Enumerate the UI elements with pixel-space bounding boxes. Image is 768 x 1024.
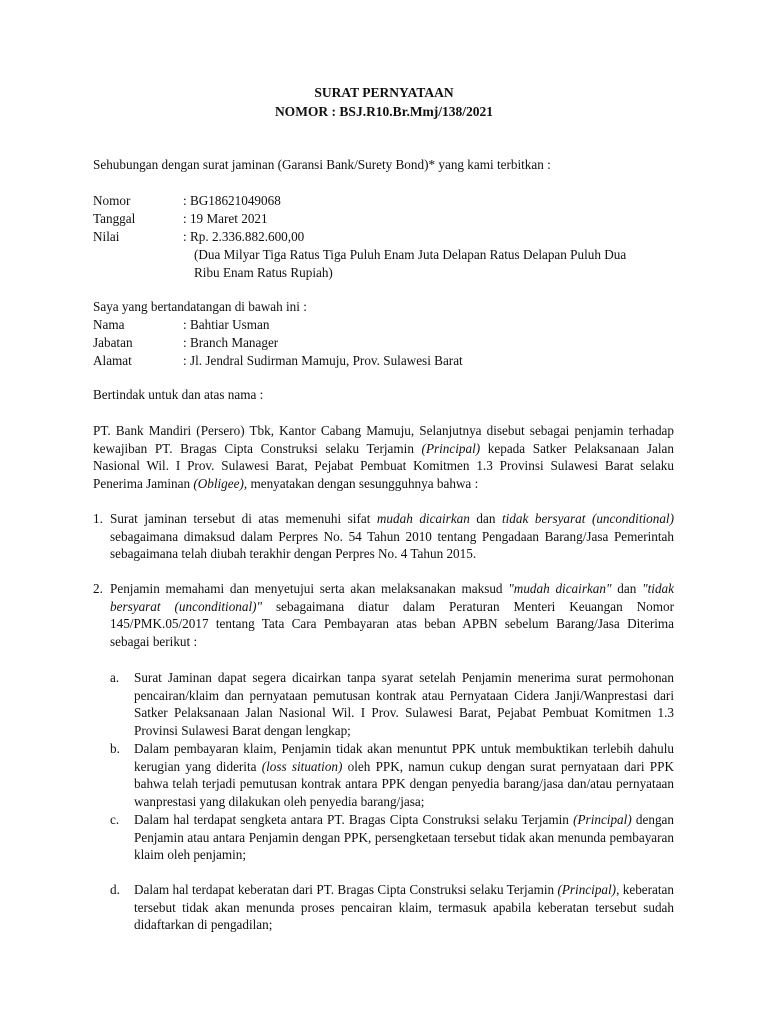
party-obligee: (Obligee) — [193, 475, 244, 491]
nama-row — [93, 316, 683, 334]
nilai-words-row-2 — [93, 264, 683, 282]
nomor-value: : BG18621049068 — [183, 193, 281, 208]
party-text-1: PT. Bank Mandiri (Persero) Tbk, Kantor Cabang Mamuju, Selanjutnya disebut sebagai penjamin terhadap kewajiban PT. Bragas Cipta Construksi selaku Terjamin — [93, 423, 674, 456]
item-2-part-3: sebagaimana diatur dalam Peraturan Menteri Keuangan Nomor 145/PMK.05/2017 tentang Tata Cara Pembayaran atas beban APBN sebelum Barang/Jasa Diterima sebagai berikut : — [110, 598, 674, 649]
document-number: NOMOR : BSJ.R10.Br.Mmj/138/2021 — [274, 104, 494, 119]
signer-intro: Saya yang bertandatangan di bawah ini : — [93, 299, 307, 314]
sub-b-italic: (loss situation) — [261, 758, 343, 774]
nilai-label: Nilai — [93, 229, 120, 244]
intro-paragraph: Sehubungan dengan surat jaminan (Garansi Bank/Surety Bond)* yang kami terbitkan : — [93, 157, 551, 172]
nomor-row — [93, 192, 683, 210]
sub-c-letter: c. — [110, 812, 120, 827]
jabatan-value: : Branch Manager — [183, 335, 279, 350]
item-2-number: 2. — [93, 581, 103, 596]
acting-on-behalf: Bertindak untuk dan atas nama : — [93, 387, 264, 402]
item-1-italic-1: mudah dicairkan — [376, 511, 470, 526]
alamat-label: Alamat — [93, 353, 132, 368]
item-1-italic-2: tidak bersyarat (unconditional) — [501, 511, 674, 526]
sub-b-text — [134, 740, 674, 810]
sub-d-italic: (Principal) — [557, 882, 617, 897]
sub-d-text — [134, 881, 674, 934]
item-1-text — [110, 510, 674, 563]
alamat-row — [93, 352, 683, 370]
item-1-number: 1. — [93, 511, 103, 526]
tanggal-value: : 19 Maret 2021 — [183, 211, 268, 226]
sub-b-letter: b. — [110, 741, 120, 756]
sub-c-part-1: Dalam hal terdapat sengketa antara PT. Bragas Cipta Construksi selaku Terjamin — [134, 812, 574, 827]
item-2-italic-2: "tidak bersyarat (unconditional)" — [110, 581, 674, 614]
party-text-3: , menyatakan dengan sesungguhnya bahwa : — [243, 475, 479, 491]
party-paragraph — [93, 422, 674, 492]
item-2-text — [110, 580, 674, 650]
item-2-part-1: Penjamin memahami dan menyetujui serta akan melaksanakan maksud — [110, 581, 509, 596]
jabatan-label: Jabatan — [93, 335, 133, 350]
sub-a-letter: a. — [110, 670, 120, 685]
item-1-part-3: sebagaimana dimaksud dalam Perpres No. 54 Tahun 2010 tentang Pengadaan Barang/Jasa Pemerintah sebagaimana telah diubah terakhir dengan Perpres No. 4 Tahun 2015. — [110, 528, 674, 561]
item-2-part-2: dan — [611, 581, 643, 596]
nilai-words-row-1 — [93, 246, 683, 264]
sub-c-italic: (Principal) — [573, 812, 632, 827]
nama-value: : Bahtiar Usman — [183, 317, 270, 332]
nomor-label: Nomor — [93, 193, 131, 208]
document-title: SURAT PERNYATAAN — [314, 85, 454, 100]
party-principal: (Principal) — [421, 440, 481, 456]
alamat-value: : Jl. Jendral Sudirman Mamuju, Prov. Sulawesi Barat — [183, 353, 463, 368]
sub-b-part-1: Dalam pembayaran klaim, Penjamin tidak akan menuntut PPK untuk membuktikan terlebih dahulu kerugian yang diderita — [134, 741, 674, 774]
item-1-part-2: dan — [469, 511, 502, 526]
sub-a-text: Surat Jaminan dapat segera dicairkan tanpa syarat setelah Penjamin menerima surat permohonan pencairan/klaim dan pernyataan pemutusan kontrak atau Pernyataan Cidera Janji/Wanprestasi dari Satker Pelaksanaan Jalan Nasional Wil. I Prov. Sulawesi Barat, Pejabat Pembuat Komitmen 1.3 Provinsi Sulawesi Barat dengan lengkap; — [134, 670, 674, 738]
jabatan-row — [93, 334, 683, 352]
sub-d-part-2: , keberatan tersebut tidak akan menunda proses pencairan klaim, termasuk apabila keberatan tersebut sudah didaftarkan di pengadilan; — [134, 882, 674, 932]
sub-d-part-1: Dalam hal terdapat keberatan dari PT. Bragas Cipta Construksi selaku Terjamin — [134, 882, 558, 897]
item-1-part-1: Surat jaminan tersebut di atas memenuhi sifat — [110, 511, 377, 526]
item-2-italic-1: "mudah dicairkan" — [508, 581, 612, 596]
sub-c-text — [134, 811, 674, 864]
sub-b-part-2: oleh PPK, namun cukup dengan surat pernyataan dari PPK bahwa telah terjadi pemutusan kontrak antara PPK dengan penyedia barang/jasa dan/atau pernyataan wanprestasi yang dilakukan oleh penyedia barang/jasa; — [134, 758, 674, 809]
nilai-row — [93, 228, 683, 246]
nilai-words-line-2: Ribu Enam Ratus Rupiah) — [194, 265, 333, 280]
nama-label: Nama — [93, 317, 125, 332]
tanggal-label: Tanggal — [93, 211, 136, 226]
nilai-value: : Rp. 2.336.882.600,00 — [183, 229, 305, 244]
nilai-words-line-1: (Dua Milyar Tiga Ratus Tiga Puluh Enam Juta Delapan Ratus Delapan Puluh Dua — [194, 247, 627, 262]
tanggal-row — [93, 210, 683, 228]
party-text-2: kepada Satker Pelaksanaan Jalan Nasional Wil. I Prov. Sulawesi Barat, Pejabat Pembuat Komitmen 1.3 Provinsi Sulawesi Barat selaku Penerima Jaminan — [93, 440, 674, 491]
sub-d-letter: d. — [110, 882, 120, 897]
sub-c-part-2: dengan Penjamin atau antara Penjamin dengan PPK, persengketaan tersebut tidak akan menunda pembayaran klaim oleh penjamin; — [134, 812, 674, 862]
